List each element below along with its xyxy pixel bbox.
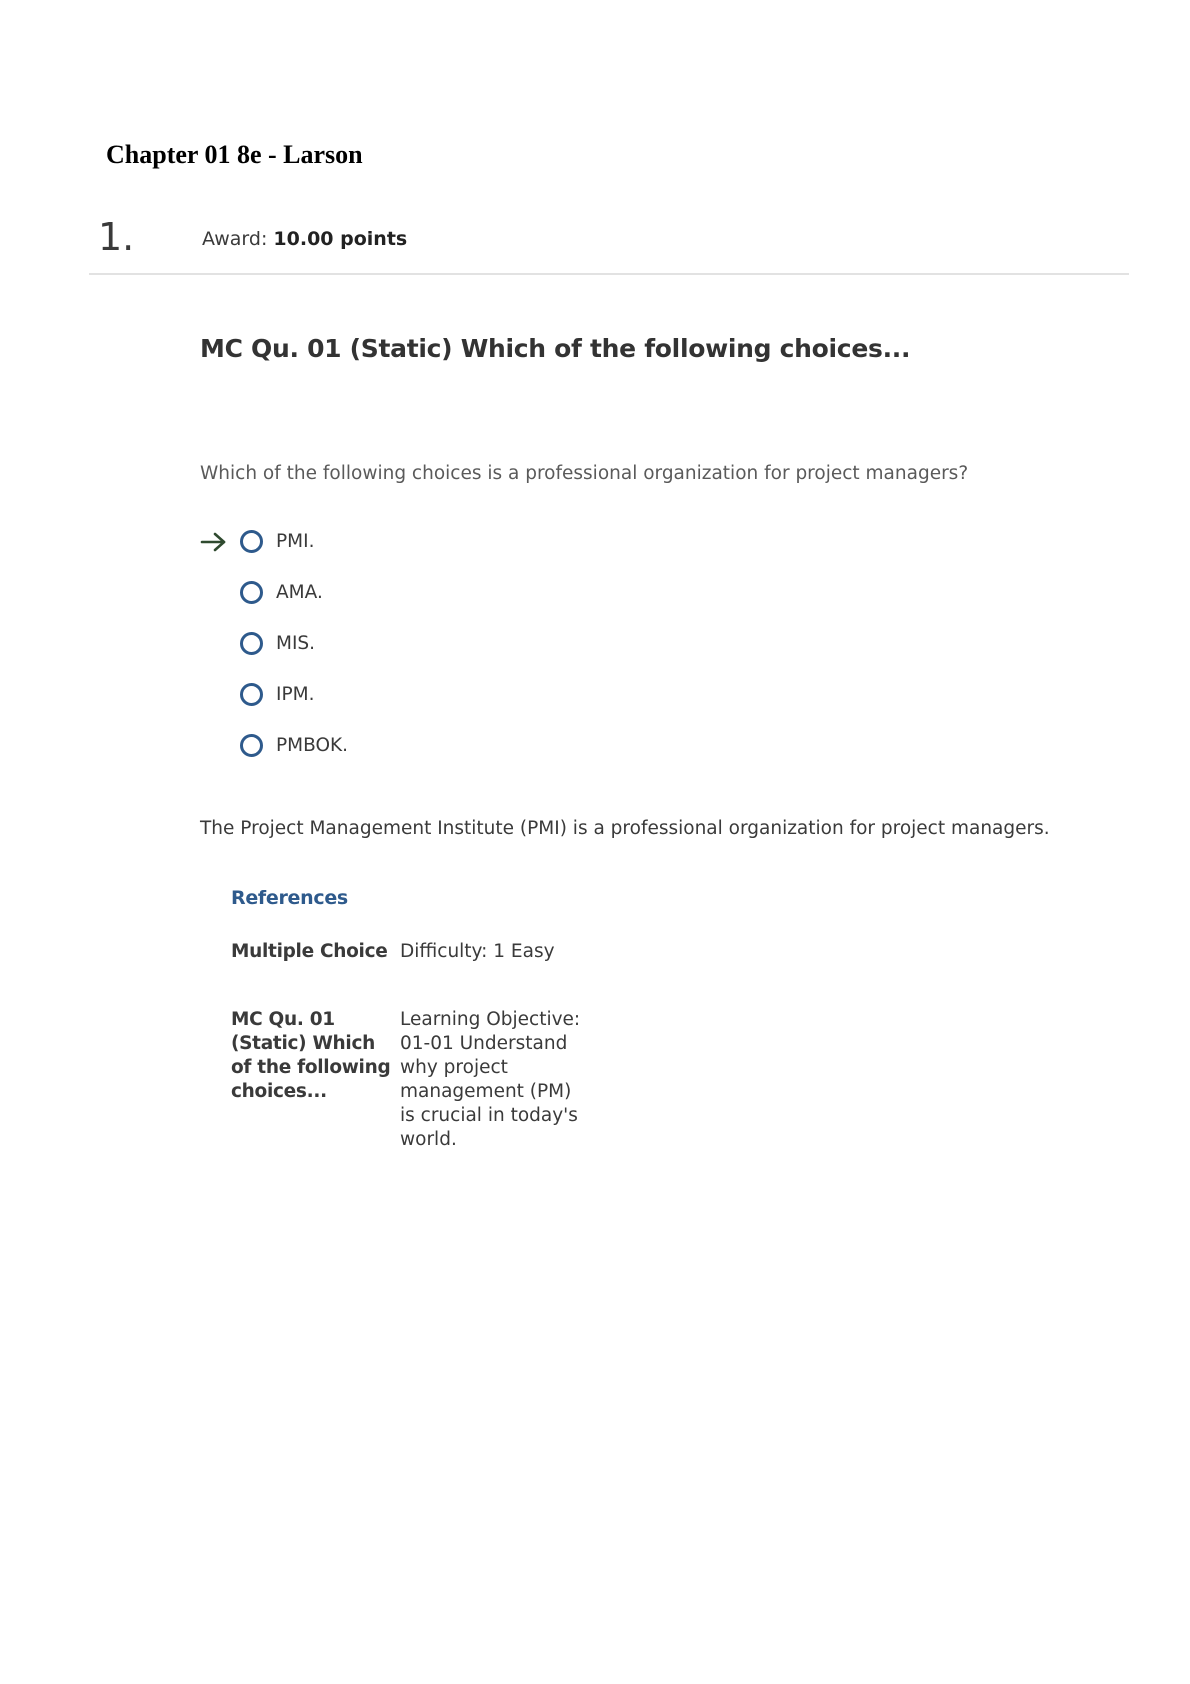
reference-key: Multiple Choice bbox=[231, 941, 388, 962]
option-label: PMI. bbox=[276, 531, 315, 552]
arrow-right-icon bbox=[200, 532, 228, 552]
question-title: MC Qu. 01 (Static) Which of the following choices... bbox=[200, 334, 911, 363]
correct-answer-indicator bbox=[200, 528, 240, 556]
option-mis[interactable] bbox=[200, 618, 700, 669]
question-number: 1. bbox=[98, 215, 135, 259]
radio-circle-icon[interactable] bbox=[240, 734, 263, 757]
radio-circle-icon[interactable] bbox=[240, 683, 263, 706]
references-heading: References bbox=[231, 887, 348, 909]
header-divider bbox=[89, 273, 1129, 275]
question-prompt: Which of the following choices is a professional organization for project managers? bbox=[200, 463, 969, 484]
reference-row bbox=[231, 940, 590, 1008]
radio-circle-icon[interactable] bbox=[240, 530, 263, 553]
reference-value: Learning Objective: 01-01 Understand why project management (PM) is crucial in today's world. bbox=[400, 1009, 581, 1150]
award-label: Award: bbox=[202, 228, 268, 250]
reference-key: MC Qu. 01 (Static) Which of the following choices... bbox=[231, 1009, 391, 1102]
option-ipm[interactable] bbox=[200, 669, 700, 720]
option-label: IPM. bbox=[276, 684, 315, 705]
reference-value: Difficulty: 1 Easy bbox=[400, 941, 555, 962]
option-ama[interactable] bbox=[200, 567, 700, 618]
radio-circle-icon[interactable] bbox=[240, 632, 263, 655]
option-label: MIS. bbox=[276, 633, 316, 654]
reference-row bbox=[231, 1008, 590, 1152]
option-label: AMA. bbox=[276, 582, 323, 603]
document-title: Chapter 01 8e - Larson bbox=[106, 140, 363, 169]
award-line bbox=[202, 230, 407, 249]
references-table bbox=[231, 940, 590, 1152]
answer-options bbox=[200, 516, 700, 771]
option-pmbok[interactable] bbox=[200, 720, 700, 771]
answer-explanation: The Project Management Institute (PMI) is a professional organization for project managers. bbox=[200, 818, 1050, 839]
radio-circle-icon[interactable] bbox=[240, 581, 263, 604]
option-pmi[interactable] bbox=[200, 516, 700, 567]
option-label: PMBOK. bbox=[276, 735, 349, 756]
award-points: 10.00 points bbox=[273, 228, 408, 250]
